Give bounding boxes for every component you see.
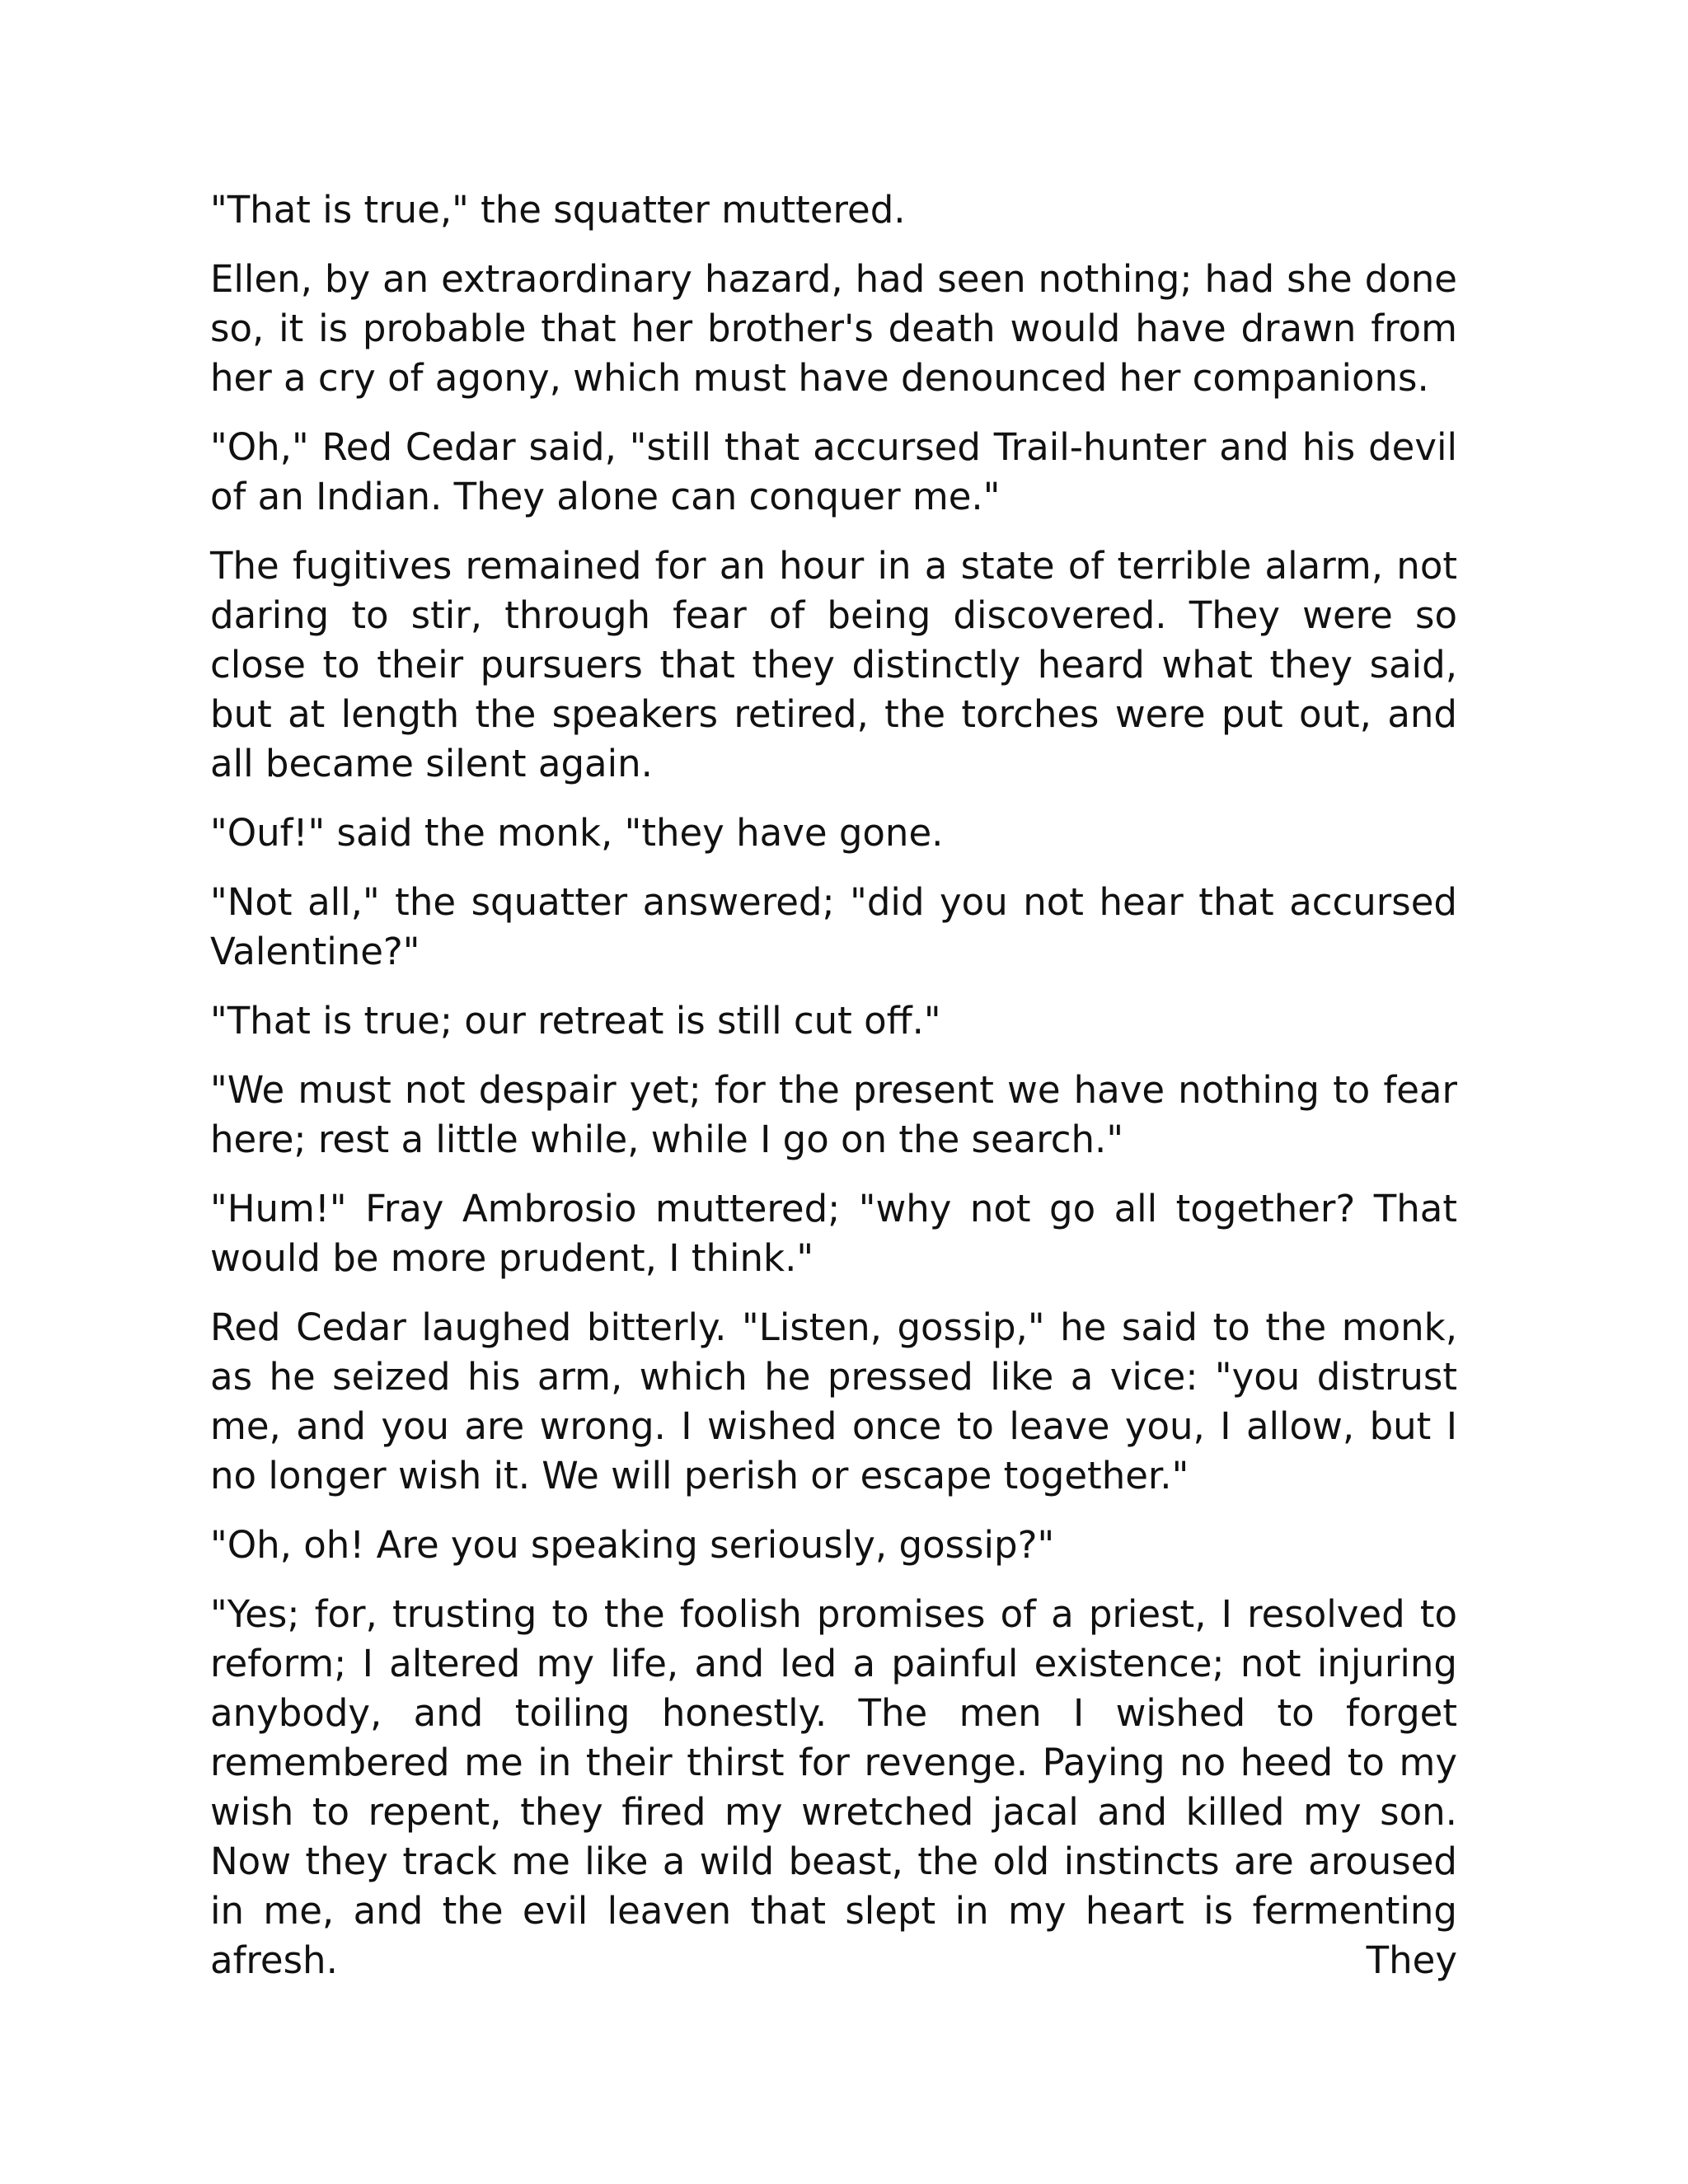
paragraph-8: "We must not despair yet; for the present we have nothing to fear here; rest a little while, while I go on the search.": [210, 1068, 1457, 1161]
paragraph-3: "Oh," Red Cedar said, "still that accursed Trail-hunter and his devil of an Indian. They alone can conquer me.": [210, 425, 1457, 518]
paragraph-6: "Not all," the squatter answered; "did you not hear that accursed Valentine?": [210, 880, 1457, 973]
paragraph-7: "That is true; our retreat is still cut off.": [210, 999, 941, 1043]
paragraph-10: Red Cedar laughed bitterly. "Listen, gossip," he said to the monk, as he seized his arm, which he pressed like a vice: "you distrust me, and you are wrong. I wished once to leave you, I allow, but I no longer wish it. We will perish or escape together.": [210, 1305, 1457, 1497]
paragraph-1: "That is true," the squatter muttered.: [210, 188, 906, 232]
paragraph-2: Ellen, by an extraordinary hazard, had seen nothing; had she done so, it is probable that her brother's death would have drawn from her a cry of agony, which must have denounced her companions.: [210, 257, 1457, 400]
paragraph-12: "Yes; for, trusting to the foolish promises of a priest, I resolved to reform; I altered my life, and led a painful existence; not injuring anybody, and toiling honestly. The men I wished to forget remembered me in their thirst for revenge. Paying no heed to my wish to repent, they fired my wretched jacal and killed my son. Now they track me like a wild beast, the old instincts are aroused in me, and the evil leaven that slept in my heart is fermenting afresh. They: [210, 1592, 1457, 1982]
paragraph-4: The fugitives remained for an hour in a state of terrible alarm, not daring to stir, through fear of being discovered. They were so close to their pursuers that they distinctly heard what they said, but at length the speakers retired, the torches were put out, and all became silent again.: [210, 544, 1457, 785]
paragraph-9: "Hum!" Fray Ambrosio muttered; "why not go all together? That would be more prudent, I think.": [210, 1187, 1457, 1280]
body-text: [210, 185, 1457, 2005]
paragraph-11: "Oh, oh! Are you speaking seriously, gossip?": [210, 1523, 1055, 1567]
paragraph-5: "Ouf!" said the monk, "they have gone.: [210, 811, 944, 855]
